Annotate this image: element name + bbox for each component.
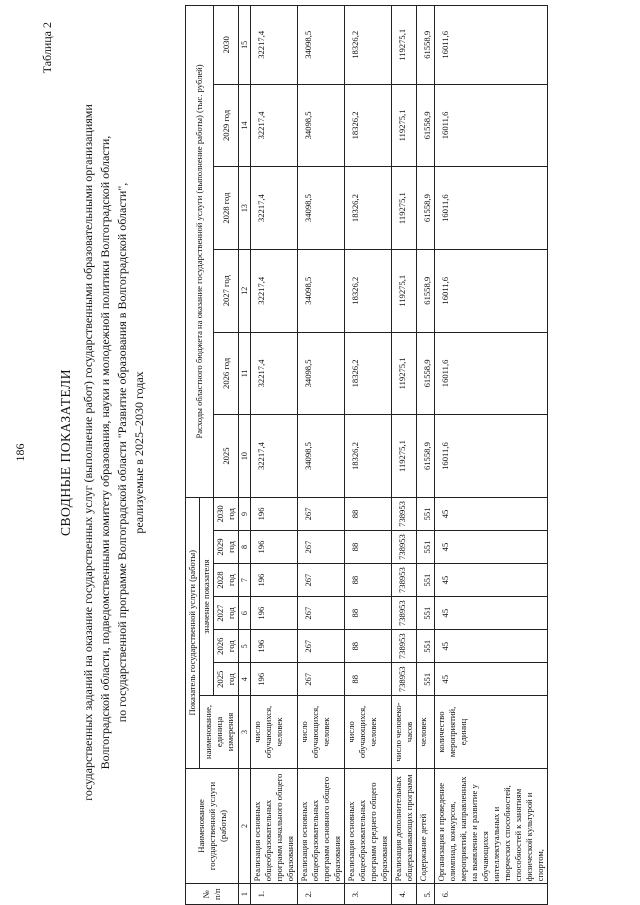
value-cell: 45 [435, 497, 548, 530]
value-cell: 738953 [392, 564, 417, 597]
value-cell: 551 [417, 630, 435, 663]
expense-cell: 119275,1 [392, 332, 417, 415]
row-number: 3. [345, 884, 392, 905]
value-cell: 196 [251, 630, 298, 663]
value-cell: 88 [345, 630, 392, 663]
document-title: СВОДНЫЕ ПОКАЗАТЕЛИ [58, 369, 73, 536]
header-year: 2027 год [214, 597, 239, 630]
expense-cell: 18326,2 [345, 415, 392, 498]
header-expense-year: 2029 год [214, 84, 239, 167]
expense-cell: 32217,4 [251, 84, 298, 167]
expense-cell: 119275,1 [392, 249, 417, 332]
header-expense-year: 2025 [214, 415, 239, 498]
header-year: 2028 год [214, 564, 239, 597]
unit-cell: количество мероприятий, единиц [435, 696, 548, 768]
expense-cell: 16011,6 [435, 84, 548, 167]
expense-cell: 119275,1 [392, 6, 417, 85]
header-indicator-group: Показатель государственной услуги (работы) [186, 497, 200, 768]
table-row [298, 6, 345, 905]
column-number: 7 [239, 564, 251, 597]
expense-cell: 61558,9 [417, 332, 435, 415]
service-name: Организация и проведение олимпиад, конкурсов, мероприятий, направленных на выявление и развитие у обучающихся интеллектуальных и творческих способностей, способностей к занятиям физической культурой и спортом, [435, 768, 548, 884]
unit-cell: число обучающихся, человек [298, 696, 345, 768]
expense-cell: 34098,5 [298, 6, 345, 85]
column-number: 2 [239, 768, 251, 884]
header-no: № п/п [186, 884, 239, 905]
header-year: 2030 год [214, 497, 239, 530]
service-name: Реализация основных общеобразовательных программ начального общего образования [251, 768, 298, 884]
column-number: 3 [239, 696, 251, 768]
expense-cell: 34098,5 [298, 415, 345, 498]
value-cell: 196 [251, 531, 298, 564]
expense-cell: 119275,1 [392, 167, 417, 250]
value-cell: 551 [417, 564, 435, 597]
subtitle-line: реализуемые в 2025–2030 годах [132, 371, 146, 534]
value-cell: 738953 [392, 531, 417, 564]
service-name: Реализация основных общеобразовательных программ среднего общего образования [345, 768, 392, 884]
column-number: 8 [239, 531, 251, 564]
table-row [392, 6, 417, 905]
expense-cell: 119275,1 [392, 415, 417, 498]
value-cell: 88 [345, 597, 392, 630]
expense-cell: 61558,9 [417, 415, 435, 498]
summary-table [185, 5, 548, 905]
expense-cell: 16011,6 [435, 249, 548, 332]
column-number: 6 [239, 597, 251, 630]
value-cell: 88 [345, 564, 392, 597]
document-subtitle [80, 60, 148, 845]
column-number: 15 [239, 6, 251, 85]
expense-cell: 16011,6 [435, 6, 548, 85]
column-number: 4 [239, 663, 251, 696]
expense-cell: 34098,5 [298, 332, 345, 415]
header-year: 2026 год [214, 630, 239, 663]
row-number: 2. [298, 884, 345, 905]
expense-cell: 16011,6 [435, 415, 548, 498]
row-number: 1. [251, 884, 298, 905]
column-number: 10 [239, 415, 251, 498]
value-cell: 267 [298, 630, 345, 663]
value-cell: 551 [417, 663, 435, 696]
value-cell: 196 [251, 597, 298, 630]
unit-cell: число обучающихся, человек [251, 696, 298, 768]
expense-cell: 32217,4 [251, 415, 298, 498]
header-year: 2025 год [214, 663, 239, 696]
expense-cell: 18326,2 [345, 84, 392, 167]
row-number: 6. [435, 884, 548, 905]
value-cell: 738953 [392, 497, 417, 530]
header-unit: наименование, единица измерения [200, 696, 239, 768]
subtitle-line: государственных заданий на оказание государственных услуг (выполнение работ) государственными образовательными организациями [81, 104, 95, 801]
value-cell: 738953 [392, 597, 417, 630]
header-expense-year: 2026 год [214, 332, 239, 415]
header-expense-year: 2030 [214, 6, 239, 85]
column-number: 1 [239, 884, 251, 905]
row-number: 4. [392, 884, 417, 905]
column-number: 14 [239, 84, 251, 167]
expense-cell: 32217,4 [251, 6, 298, 85]
column-number: 11 [239, 332, 251, 415]
row-number: 5. [417, 884, 435, 905]
value-cell: 88 [345, 531, 392, 564]
expense-cell: 61558,9 [417, 249, 435, 332]
table-row [417, 6, 435, 905]
value-cell: 551 [417, 531, 435, 564]
expense-cell: 32217,4 [251, 249, 298, 332]
header-value-group: значение показателя [200, 497, 214, 695]
unit-cell: число обучающихся, человек [345, 696, 392, 768]
value-cell: 267 [298, 531, 345, 564]
header-year: 2029 год [214, 531, 239, 564]
expense-cell: 34098,5 [298, 167, 345, 250]
service-name: Реализация дополнительных общеразвивающих программ [392, 768, 417, 884]
service-name: Содержание детей [417, 768, 435, 884]
value-cell: 738953 [392, 630, 417, 663]
value-cell: 196 [251, 564, 298, 597]
expense-cell: 18326,2 [345, 167, 392, 250]
value-cell: 738953 [392, 663, 417, 696]
expense-cell: 18326,2 [345, 332, 392, 415]
value-cell: 45 [435, 630, 548, 663]
table-row [345, 6, 392, 905]
subtitle-line: Волгоградской области, подведомственными комитету образования, науки и молодежной политики Волгоградской области, [98, 135, 112, 770]
header-service: Наименование государственной услуги (работы) [186, 768, 239, 884]
service-name: Реализация основных общеобразовательных программ основного общего образования [298, 768, 345, 884]
column-number: 5 [239, 630, 251, 663]
column-number-row [239, 6, 251, 905]
header-expense-year: 2028 год [214, 167, 239, 250]
value-cell: 45 [435, 564, 548, 597]
expense-cell: 16011,6 [435, 332, 548, 415]
header-expenses-group: Расходы областного бюджета на оказание государственной услуги (выполнение работы) (тыс. рублей) [186, 6, 214, 498]
expense-cell: 18326,2 [345, 249, 392, 332]
value-cell: 45 [435, 531, 548, 564]
expense-cell: 34098,5 [298, 84, 345, 167]
expense-cell: 61558,9 [417, 167, 435, 250]
value-cell: 551 [417, 597, 435, 630]
expense-cell: 32217,4 [251, 167, 298, 250]
unit-cell: число человеко-часов [392, 696, 417, 768]
page-number: 186 [13, 443, 27, 462]
value-cell: 88 [345, 497, 392, 530]
expense-cell: 119275,1 [392, 84, 417, 167]
expense-cell: 16011,6 [435, 167, 548, 250]
value-cell: 88 [345, 663, 392, 696]
value-cell: 267 [298, 564, 345, 597]
table-body [251, 6, 548, 905]
expense-cell: 34098,5 [298, 249, 345, 332]
value-cell: 267 [298, 597, 345, 630]
expense-cell: 61558,9 [417, 6, 435, 85]
value-cell: 267 [298, 663, 345, 696]
expense-cell: 32217,4 [251, 332, 298, 415]
value-cell: 45 [435, 597, 548, 630]
table-row [435, 6, 548, 905]
column-number: 9 [239, 497, 251, 530]
value-cell: 196 [251, 663, 298, 696]
expense-cell: 61558,9 [417, 84, 435, 167]
table-row [251, 6, 298, 905]
unit-cell: человек [417, 696, 435, 768]
value-cell: 45 [435, 663, 548, 696]
value-cell: 196 [251, 497, 298, 530]
value-cell: 551 [417, 497, 435, 530]
column-number: 13 [239, 167, 251, 250]
value-cell: 267 [298, 497, 345, 530]
subtitle-line: по государственной программе Волгоградской области "Развитие образования в Волгоградской области", [115, 182, 129, 723]
expense-cell: 18326,2 [345, 6, 392, 85]
header-expense-year: 2027 год [214, 249, 239, 332]
column-number: 12 [239, 249, 251, 332]
table-number: Таблица 2 [40, 22, 54, 74]
